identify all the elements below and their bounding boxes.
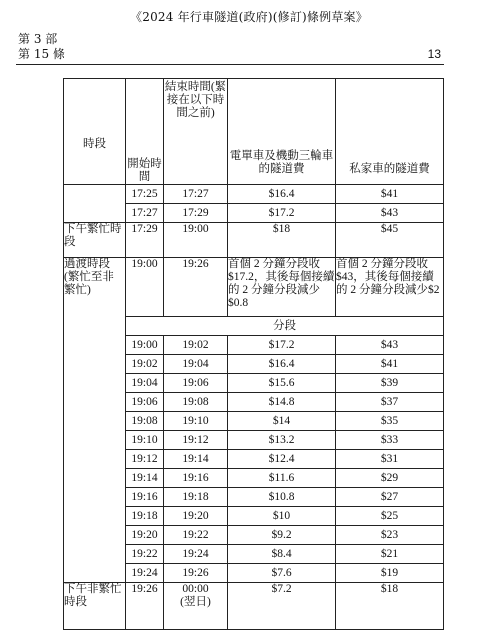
motorcycle-fee-cell: $13.2: [228, 431, 336, 450]
period-label-off-peak: 下午非繁忙時段: [64, 583, 126, 630]
private-car-fee-cell: $45: [336, 223, 444, 258]
header-period: 時段: [64, 79, 126, 185]
private-car-fee-cell: $29: [336, 469, 444, 488]
end-cell: 19:22: [164, 526, 228, 545]
part-section-header: [18, 32, 65, 62]
private-car-fee-cell: $43: [336, 336, 444, 355]
tunnel-fee-table: [63, 78, 444, 630]
start-cell: 19:00: [126, 258, 164, 317]
private-car-fee-cell: $33: [336, 431, 444, 450]
start-cell: 19:26: [126, 583, 164, 630]
table-row-transition: [64, 258, 444, 317]
motorcycle-fee-cell: $10.8: [228, 488, 336, 507]
document-title: 《2024 年行車隧道(政府)(修訂)條例草案》: [130, 10, 368, 24]
start-cell: 19:04: [126, 374, 164, 393]
end-cell: [164, 583, 228, 630]
private-car-fee-cell: $31: [336, 450, 444, 469]
start-cell: 19:00: [126, 336, 164, 355]
end-cell: 17:29: [164, 204, 228, 223]
private-car-fee-cell: $41: [336, 355, 444, 374]
end-cell: 19:06: [164, 374, 228, 393]
motorcycle-fee-cell: $7.2: [228, 583, 336, 630]
motorcycle-fee-cell: $15.6: [228, 374, 336, 393]
private-car-fee-cell: $41: [336, 185, 444, 204]
motorcycle-fee-cell: $10: [228, 507, 336, 526]
private-car-fee-cell: $19: [336, 564, 444, 583]
header-private-car-fee: 私家車的隧道費: [336, 79, 444, 185]
motorcycle-fee-cell: $14: [228, 412, 336, 431]
start-cell: 19:06: [126, 393, 164, 412]
start-cell: 19:22: [126, 545, 164, 564]
start-cell: 19:10: [126, 431, 164, 450]
header-end-time: 結束時間(緊接在以下時間之前): [164, 79, 228, 185]
start-cell: 19:02: [126, 355, 164, 374]
end-cell: 19:12: [164, 431, 228, 450]
motorcycle-fee-cell: $14.8: [228, 393, 336, 412]
private-car-fee-cell: $23: [336, 526, 444, 545]
header-motorcycle-fee: 電單車及機動三輪車的隧道費: [228, 79, 336, 185]
page-number: 13: [427, 47, 441, 61]
private-car-fee-cell: $18: [336, 583, 444, 630]
header-start-time: 開始時間: [126, 79, 164, 185]
start-cell: 19:24: [126, 564, 164, 583]
end-cell: 19:16: [164, 469, 228, 488]
end-cell: 19:02: [164, 336, 228, 355]
end-cell: 19:26: [164, 258, 228, 317]
private-car-fee-cell: $21: [336, 545, 444, 564]
start-cell: 17:25: [126, 185, 164, 204]
end-cell: 19:20: [164, 507, 228, 526]
table-row: [64, 185, 444, 204]
end-cell: 19:18: [164, 488, 228, 507]
segment-label: 分段: [126, 317, 444, 336]
section-label: 第 15 條: [18, 47, 65, 61]
start-cell: 19:12: [126, 450, 164, 469]
end-cell: 19:00: [164, 223, 228, 258]
table-row-peak: [64, 223, 444, 258]
private-car-fee-rule: 首個 2 分鐘分段收$43，其後每個接續的 2 分鐘分段減少$2: [336, 258, 444, 317]
start-cell: 17:29: [126, 223, 164, 258]
private-car-fee-cell: $27: [336, 488, 444, 507]
start-cell: 17:27: [126, 204, 164, 223]
period-label-transition: 過渡時段(繁忙至非繁忙): [64, 258, 126, 583]
motorcycle-fee-cell: $17.2: [228, 336, 336, 355]
motorcycle-fee-cell: $11.6: [228, 469, 336, 488]
private-car-fee-cell: $37: [336, 393, 444, 412]
end-cell: 19:04: [164, 355, 228, 374]
start-cell: 19:20: [126, 526, 164, 545]
start-cell: 19:14: [126, 469, 164, 488]
start-cell: 19:16: [126, 488, 164, 507]
header-rule: [16, 64, 444, 65]
motorcycle-fee-cell: $17.2: [228, 204, 336, 223]
table-header-row: [64, 79, 444, 185]
motorcycle-fee-cell: $16.4: [228, 355, 336, 374]
end-cell: 19:10: [164, 412, 228, 431]
private-car-fee-cell: $39: [336, 374, 444, 393]
end-cell: 17:27: [164, 185, 228, 204]
motorcycle-fee-rule: 首個 2 分鐘分段收$17.2，其後每個接續的 2 分鐘分段減少$0.8: [228, 258, 336, 317]
private-car-fee-cell: $43: [336, 204, 444, 223]
private-car-fee-cell: $35: [336, 412, 444, 431]
end-cell: 19:26: [164, 564, 228, 583]
end-time: 00:00: [182, 583, 209, 595]
motorcycle-fee-cell: $7.6: [228, 564, 336, 583]
motorcycle-fee-cell: $9.2: [228, 526, 336, 545]
table-row-off-peak: [64, 583, 444, 630]
motorcycle-fee-cell: $12.4: [228, 450, 336, 469]
motorcycle-fee-cell: $18: [228, 223, 336, 258]
start-cell: 19:08: [126, 412, 164, 431]
motorcycle-fee-cell: $8.4: [228, 545, 336, 564]
end-time-note: (翌日): [180, 596, 211, 608]
start-cell: 19:18: [126, 507, 164, 526]
private-car-fee-cell: $25: [336, 507, 444, 526]
end-cell: 19:08: [164, 393, 228, 412]
part-label: 第 3 部: [18, 32, 58, 46]
period-label-peak: 下午繁忙時段: [64, 223, 126, 258]
end-cell: 19:24: [164, 545, 228, 564]
motorcycle-fee-cell: $16.4: [228, 185, 336, 204]
period-cell-empty: [64, 185, 126, 223]
end-cell: 19:14: [164, 450, 228, 469]
